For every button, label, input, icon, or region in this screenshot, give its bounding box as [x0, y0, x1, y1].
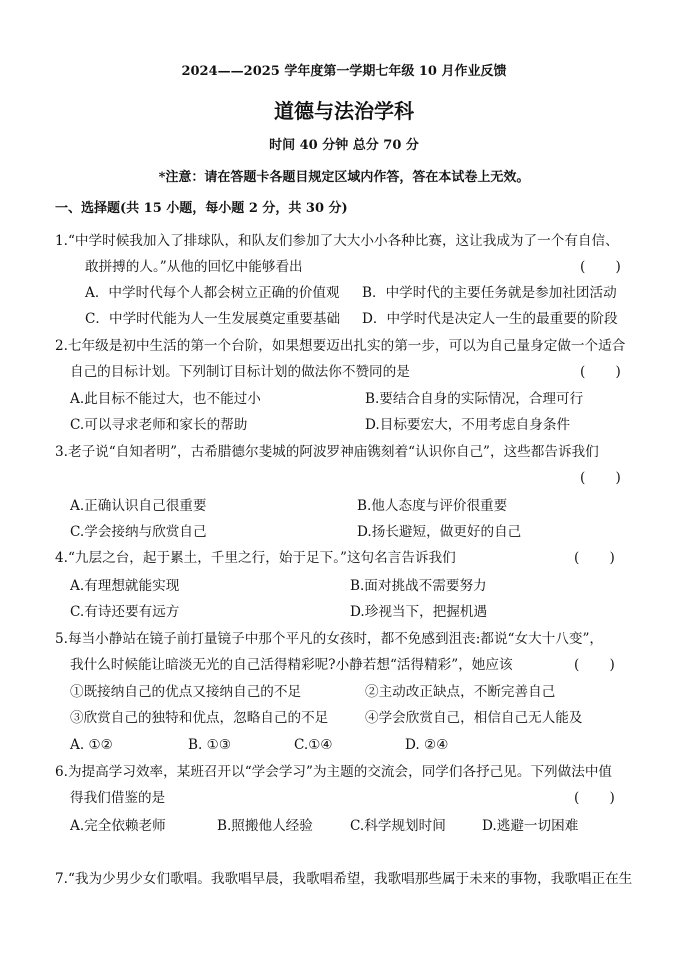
question-2-answer-paren: ( ) — [580, 364, 621, 380]
exam-title-line: 2024——2025 学年度第一学期七年级 10 月作业反馈 — [181, 64, 507, 79]
question-4-option-c: C.有诗还要有远方 — [70, 604, 180, 620]
question-4-option-d: D.珍视当下，把握机遇 — [350, 604, 488, 620]
question-6-option-c: C.科学规划时间 — [350, 818, 446, 834]
question-2-option-a: A.此目标不能过大，也不能过小 — [70, 391, 261, 407]
question-5-item-3: ③欣赏自己的独特和优点，忽略自己的不足 — [70, 710, 329, 726]
question-6-stem-line1: 6.为提高学习效率，某班召开以“学会学习”为主题的交流会，同学们各抒己见。下列做法中值 — [55, 764, 613, 780]
question-6-option-d: D.逃避一切困难 — [482, 818, 579, 834]
question-6-option-b: B.照搬他人经验 — [217, 818, 313, 834]
question-2-stem-line2: 自己的目标计划。下列制订目标计划的做法你不赞同的是 — [70, 364, 410, 380]
question-6-option-a: A.完全依赖老师 — [70, 818, 166, 834]
question-1-stem-line1: 1.“中学时候我加入了排球队，和队友们参加了大大小小各种比赛，这让我成为了一个有自信、 — [55, 233, 619, 249]
question-4-stem-line1: 4.“九层之台，起于累土，千里之行，始于足下。”这句名言告诉我们 — [55, 550, 456, 566]
subject-title: 道德与法治学科 — [274, 99, 414, 123]
question-4-option-b: B.面对挑战不需要努力 — [350, 578, 487, 594]
question-4-option-a: A.有理想就能实现 — [70, 578, 180, 594]
question-1-answer-paren: ( ) — [580, 259, 621, 275]
time-score-line: 时间 40 分钟 总分 70 分 — [269, 138, 419, 153]
question-3-option-d: D.扬长避短，做更好的自己 — [357, 524, 522, 540]
question-4-answer-paren: ( ) — [574, 550, 615, 566]
question-5-option-c: C.①④ — [294, 737, 333, 753]
question-5-option-b: B. ①③ — [188, 737, 232, 753]
notice-line: *注意：请在答题卡各题目规定区域内作答，答在本试卷上无效。 — [158, 170, 530, 185]
question-5-item-2: ②主动改正缺点，不断完善自己 — [365, 684, 556, 700]
question-5-stem-line2: 我什么时候能让暗淡无光的自己活得精彩呢?小静若想“活得精彩”，她应该 — [70, 657, 513, 673]
question-6-answer-paren: ( ) — [574, 790, 615, 806]
question-2-option-d: D.目标要宏大，不用考虑自身条件 — [365, 417, 571, 433]
question-2-option-b: B.要结合自身的实际情况，合理可行 — [365, 391, 584, 407]
question-1-option-b: B．中学时代的主要任务就是参加社团活动 — [362, 285, 617, 301]
question-3-stem-line1: 3.老子说“自知者明”，古希腊德尔斐城的阿波罗神庙镌刻着“认识你自己”，这些都告诉我们 — [55, 444, 599, 460]
question-5-answer-paren: ( ) — [574, 657, 615, 673]
section-title: 一、选择题(共 15 小题，每小题 2 分，共 30 分) — [55, 201, 348, 216]
question-1-option-d: D．中学时代是决定人一生的最重要的阶段 — [362, 311, 618, 327]
question-6-stem-line2: 得我们借鉴的是 — [70, 790, 166, 806]
question-5-item-4: ④学会欣赏自己，相信自己无人能及 — [365, 710, 583, 726]
question-3-option-c: C.学会接纳与欣赏自己 — [70, 524, 207, 540]
question-3-answer-paren: ( ) — [580, 470, 621, 486]
question-2-stem-line1: 2.七年级是初中生活的第一个台阶，如果想要迈出扎实的第一步，可以为自己量身定做一个适合 — [55, 338, 626, 354]
question-5-item-1: ①既接纳自己的优点又接纳自己的不足 — [70, 684, 302, 700]
question-1-option-a: A．中学时代每个人都会树立正确的价值观 — [85, 285, 340, 301]
question-5-option-a: A. ①② — [70, 737, 113, 753]
question-1-stem-line2: 敢拼搏的人。”从他的回忆中能够看出 — [85, 259, 303, 275]
question-7-stem-line1: 7.“我为少男少女们歌唱。我歌唱早晨，我歌唱希望，我歌唱那些属于未来的事物，我歌唱正在生 — [55, 871, 633, 887]
question-3-option-b: B.他人态度与评价很重要 — [357, 498, 508, 514]
question-2-option-c: C.可以寻求老师和家长的帮助 — [70, 417, 248, 433]
question-5-option-d: D. ②④ — [405, 737, 449, 753]
question-5-stem-line1: 5.每当小静站在镜子前打量镜子中那个平凡的女孩时，都不免感到沮丧:都说“女大十八变”， — [55, 631, 604, 647]
question-3-option-a: A.正确认识自己很重要 — [70, 498, 207, 514]
question-1-option-c: C．中学时代能为人一生发展奠定重要基础 — [85, 311, 341, 327]
